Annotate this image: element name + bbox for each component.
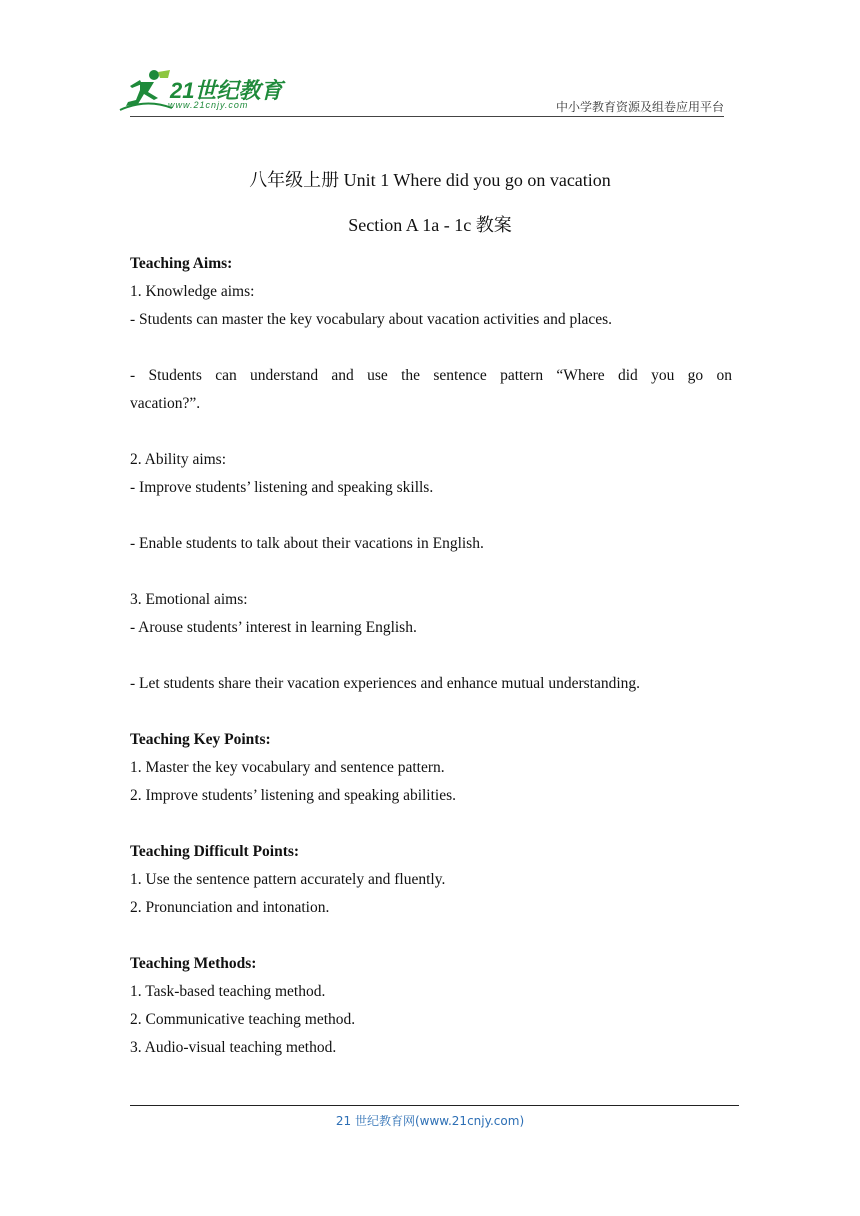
list-item: 2. Pronunciation and intonation. xyxy=(130,899,330,916)
list-item: 1. Task-based teaching method. xyxy=(130,983,326,1000)
document-title: 八年级上册 Unit 1 Where did you go on vacation xyxy=(249,170,611,190)
document-subtitle: Section A 1a - 1c 教案 xyxy=(348,215,512,235)
list-item: - Enable students to talk about their vacations in English. xyxy=(130,535,484,552)
footer-divider xyxy=(130,1105,739,1106)
runner-logo-icon xyxy=(118,68,174,112)
section-heading-key-points: Teaching Key Points: xyxy=(130,731,271,748)
list-item: - Arouse students’ interest in learning English. xyxy=(130,619,417,636)
list-item: 2. Improve students’ listening and speaking abilities. xyxy=(130,787,457,804)
section-heading-methods: Teaching Methods: xyxy=(130,955,257,972)
document-body xyxy=(130,250,732,1062)
section-heading-aims: Teaching Aims: xyxy=(130,255,233,272)
list-item: - Students can master the key vocabulary about vacation activities and places. xyxy=(130,311,613,328)
list-item: - Let students share their vacation experiences and enhance mutual understanding. xyxy=(130,675,641,692)
logo xyxy=(118,68,288,114)
list-item: 3. Audio-visual teaching method. xyxy=(130,1039,337,1056)
emotional-aims-heading: 3. Emotional aims: xyxy=(130,591,248,608)
list-item: - Students can understand and use the sentence pattern “Where did you go on xyxy=(130,367,732,384)
footer-link[interactable]: 21 世纪教育网(www.21cnjy.com) xyxy=(335,1114,525,1128)
section-heading-difficult-points: Teaching Difficult Points: xyxy=(130,843,300,860)
list-item: 1. Use the sentence pattern accurately and fluently. xyxy=(130,871,446,888)
logo-text: 21世纪教育 xyxy=(170,78,283,103)
page-header xyxy=(118,68,724,118)
list-item: - Improve students’ listening and speaking skills. xyxy=(130,479,434,496)
list-item: 2. Communicative teaching method. xyxy=(130,1011,356,1028)
ability-aims-heading: 2. Ability aims: xyxy=(130,451,227,468)
list-item-continuation: vacation?”. xyxy=(130,395,201,412)
logo-url: www.21cnjy.com xyxy=(168,100,249,110)
list-item: 1. Master the key vocabulary and sentence pattern. xyxy=(130,759,445,776)
platform-label: 中小学教育资源及组卷应用平台 xyxy=(555,100,724,114)
knowledge-aims-heading: 1. Knowledge aims: xyxy=(130,283,255,300)
header-divider xyxy=(130,116,724,117)
